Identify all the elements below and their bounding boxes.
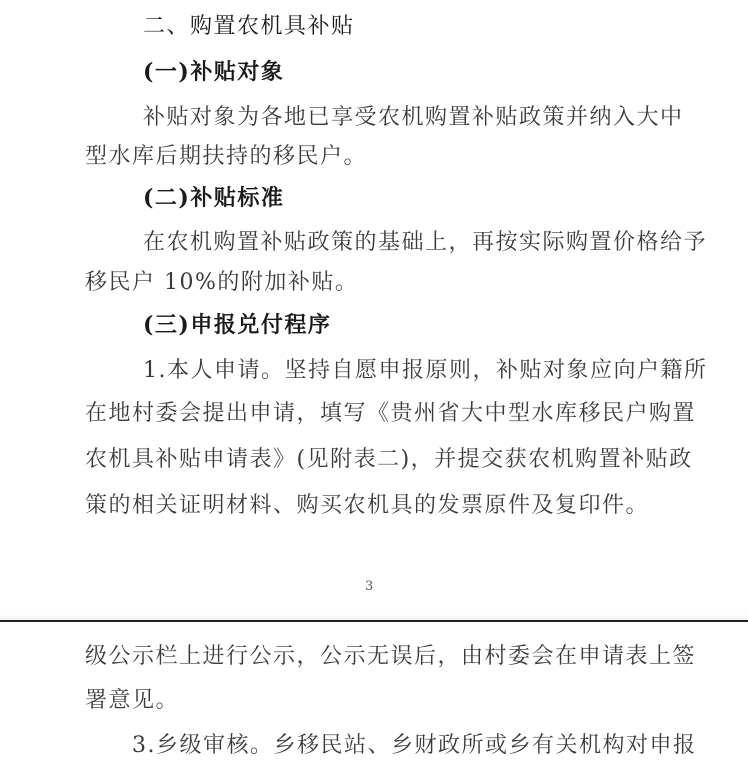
subsection-title-2: (二)补贴标准 bbox=[143, 185, 285, 211]
paragraph-line: 3.乡级审核。乡移民站、乡财政所或乡有关机构对申报 bbox=[132, 733, 697, 758]
paragraph-line: 补贴对象为各地已享受农机购置补贴政策并纳入大中 bbox=[143, 105, 684, 130]
paragraph-line: 在地村委会提出申请，填写《贵州省大中型水库移民户购置 bbox=[85, 401, 697, 426]
next-page bbox=[0, 622, 748, 757]
section-title: 二、购置农机具补贴 bbox=[143, 14, 355, 39]
page-number: 3 bbox=[365, 579, 374, 594]
paragraph-line: 型水库后期扶持的移民户。 bbox=[85, 144, 368, 169]
subsection-title-1: (一)补贴对象 bbox=[143, 59, 285, 85]
paragraph-line: 策的相关证明材料、购买农机具的发票原件及复印件。 bbox=[85, 493, 650, 518]
subsection-title-3: (三)申报兑付程序 bbox=[143, 312, 332, 338]
paragraph-line: 级公示栏上进行公示，公示无误后，由村委会在申请表上签 bbox=[85, 644, 697, 669]
paragraph-line: 移民户 10%的附加补贴。 bbox=[85, 270, 359, 295]
paragraph-line: 署意见。 bbox=[85, 688, 180, 713]
paragraph-line: 1.本人申请。坚持自愿申报原则，补贴对象应向户籍所 bbox=[143, 358, 708, 383]
paragraph-line: 农机具补贴申请表》(见附表二)，并提交获农机购置补贴政 bbox=[85, 447, 693, 472]
paragraph-line: 在农机购置补贴政策的基础上，再按实际购置价格给予 bbox=[143, 230, 708, 255]
